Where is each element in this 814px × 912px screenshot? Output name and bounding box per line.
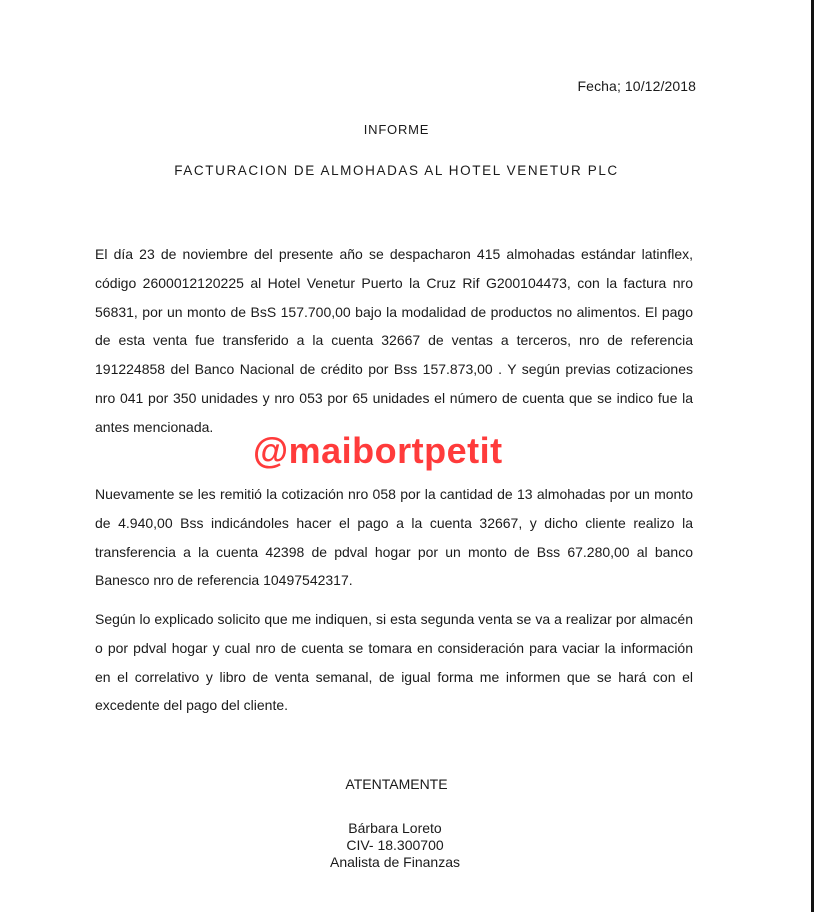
paragraph-request: Según lo explicado solicito que me indiquen, si esta segunda venta se va a realizar por almacén o por pdval hogar y cual nro de cuenta se tomara en consideración para vaciar la información en el correlativo y libro de venta semanal, de igual forma me informen que se hará con el excedente del pago del cliente.: [95, 611, 693, 714]
document-date: Fecha; 10/12/2018: [577, 78, 696, 94]
signature-block: [0, 820, 790, 871]
closing-salutation: ATENTAMENTE: [345, 776, 448, 792]
signature-name: Bárbara Loreto: [348, 820, 442, 836]
signature-role: Analista de Finanzas: [330, 854, 460, 870]
paragraph-quotation-payment: Nuevamente se les remitió la cotización nro 058 por la cantidad de 13 almohadas por un monto de 4.940,00 Bss indicándoles hacer el pago a la cuenta 32667, y dicho cliente realizo la transferencia a la cuenta 42398 de pdval hogar por un monto de Bss 67.280,00 al banco Banesco nro de referencia 10497542317.: [95, 486, 693, 589]
paragraph-dispatch-details: El día 23 de noviembre del presente año se despacharon 415 almohadas estándar latinflex, código 2600012120225 al Hotel Venetur Puerto la Cruz Rif G200104473, con la factura nro 56831, por un monto de BsS 157.700,00 bajo la modalidad de productos no alimentos. El pago de esta venta fue transferido a la cuenta 32667 de ventas a terceros, nro de referencia 191224858 del Banco Nacional de crédito por Bss 157.873,00 . Y según previas cotizaciones nro 041 por 350 unidades y nro 053 por 65 unidades el número de cuenta que se indico fue la antes mencionada.: [95, 246, 693, 435]
signature-id: CIV- 18.300700: [346, 837, 444, 853]
document-title: INFORME: [363, 122, 430, 137]
document-subtitle: FACTURACION DE ALMOHADAS AL HOTEL VENETUR PLC: [174, 163, 619, 178]
watermark-handle: @maibortpetit: [253, 430, 503, 471]
